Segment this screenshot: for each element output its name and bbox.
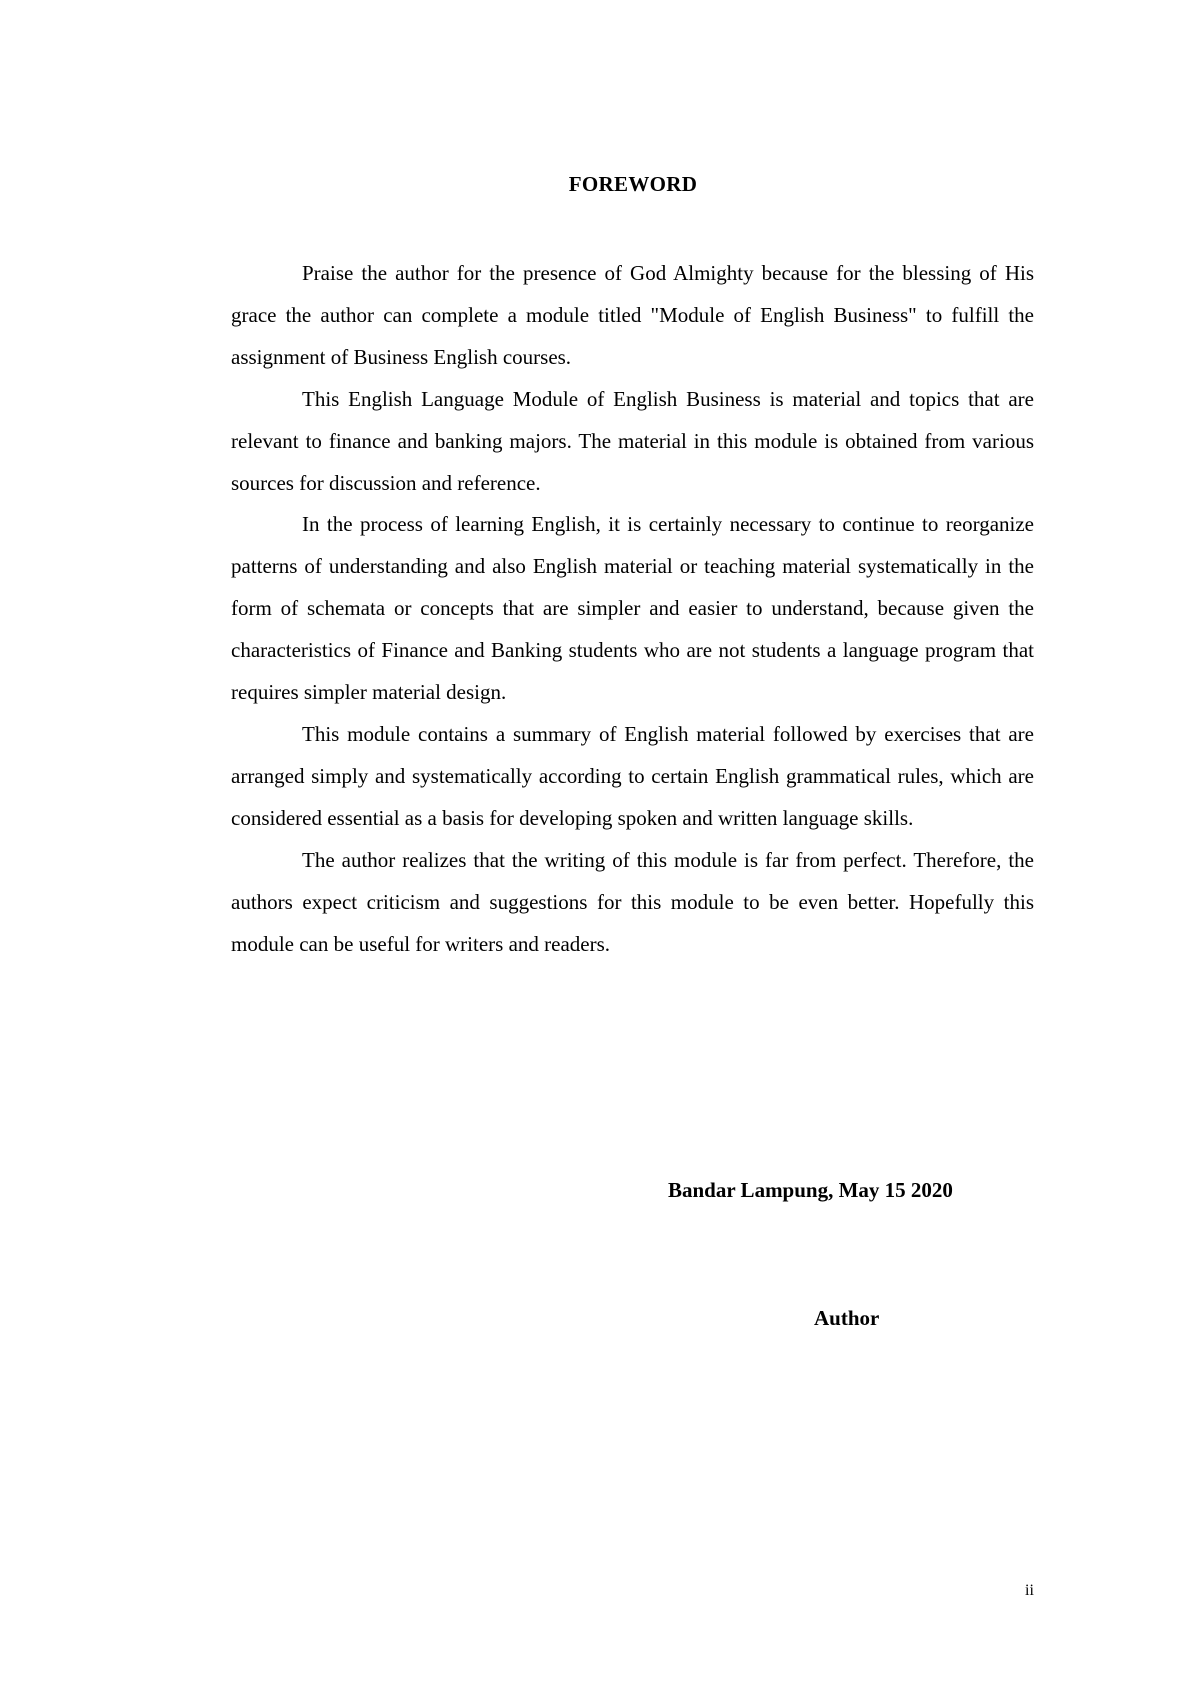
page-number: ii — [1025, 1582, 1034, 1599]
paragraph-5: The author realizes that the writing of this module is far from perfect. Therefore, the authors expect criticism and suggestions for this module to be even better. Hopefully this module can be useful for writers and readers. — [231, 847, 1034, 956]
page-title: FOREWORD — [568, 172, 698, 196]
paragraph-3: In the process of learning English, it is certainly necessary to continue to reorganize patterns of understanding and also English material or teaching material systematically in the form of schemata or concepts that are simpler and easier to understand, because given the characteristics of Finance and Banking students who are not students a language program that requires simpler material design. — [231, 512, 1034, 705]
signature-place-date: Bandar Lampung, May 15 2020 — [668, 1178, 953, 1202]
paragraph-4: This module contains a summary of English material followed by exercises that are arranged simply and systematically according to certain English grammatical rules, which are considered essential as a basis for developing spoken and written language skills. — [231, 721, 1034, 830]
foreword-body — [231, 253, 1034, 965]
paragraph-2: This English Language Module of English Business is material and topics that are relevant to finance and banking majors. The material in this module is obtained from various sources for discussion and reference. — [231, 386, 1034, 495]
paragraph-1: Praise the author for the presence of God Almighty because for the blessing of His grace the author can complete a module titled "Module of English Business" to fulfill the assignment of Business English courses. — [231, 261, 1034, 369]
signature-author: Author — [814, 1306, 880, 1330]
